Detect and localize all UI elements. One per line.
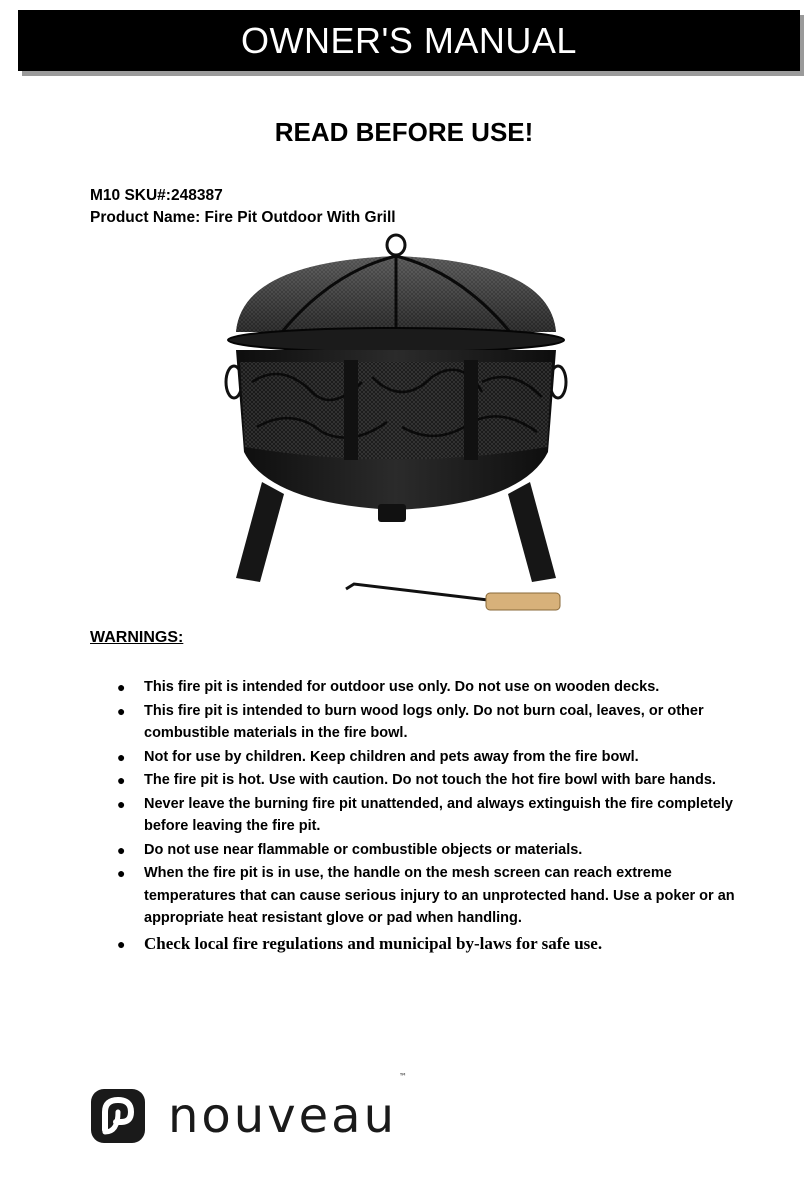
warnings-list <box>0 676 740 958</box>
lid-handle-ring <box>387 235 405 255</box>
leg-right <box>508 482 556 582</box>
warning-item: ● Do not use near flammable or combustible objects or materials. <box>0 839 740 862</box>
poker-rod <box>346 584 488 600</box>
bullet-icon: ● <box>117 865 126 881</box>
brand-logo <box>88 1072 410 1146</box>
warning-item: ● The fire pit is hot. Use with caution. Do not touch the hot fire bowl with bare hands. <box>0 769 740 792</box>
nouveau-logo-icon <box>88 1086 148 1146</box>
bullet-icon: ● <box>117 748 126 765</box>
bowl-rim <box>228 328 564 352</box>
bullet-icon: ● <box>117 935 126 952</box>
bullet-icon: ● <box>117 795 126 812</box>
fire-pit-image <box>222 232 570 620</box>
banner-bar <box>18 10 800 71</box>
poker-handle <box>486 593 560 610</box>
bullet-icon: ● <box>117 702 126 719</box>
read-before-use-heading: READ BEFORE USE! <box>274 117 534 147</box>
title-banner <box>18 10 804 76</box>
warning-item: ● Check local fire regulations and municipal by-laws for safe use. <box>0 931 740 957</box>
leg-left <box>236 482 284 582</box>
product-meta <box>90 185 396 229</box>
bullet-icon: ● <box>117 772 126 788</box>
manual-title: OWNER'S MANUAL <box>241 19 577 61</box>
warning-item: ● This fire pit is intended for outdoor use only. Do not use on wooden decks. <box>0 676 740 699</box>
product-name-line: Product Name: Fire Pit Outdoor With Grill <box>90 209 396 226</box>
warnings-title: WARNINGS: <box>90 629 184 646</box>
warning-item: ● This fire pit is intended to burn wood logs only. Do not burn coal, leaves, or other combustible materials in the fire bowl. <box>0 700 740 745</box>
warning-item: ● When the fire pit is in use, the handle on the mesh screen can reach extreme temperatures that can cause serious injury to an unprotected hand. Use a poker or an appropriate heat resistant glove or pad when handling. <box>0 862 740 930</box>
sku-line: M10 SKU#:248387 <box>90 187 223 204</box>
warning-item: ● Not for use by children. Keep children and pets away from the fire bowl. <box>0 746 740 769</box>
warning-item: ● Never leave the burning fire pit unattended, and always extinguish the fire completely before leaving the fire pit. <box>0 793 740 838</box>
brand-wordmark: nouveau™ <box>168 1072 410 1144</box>
bullet-icon: ● <box>117 841 126 858</box>
trademark-mark: ™ <box>398 1072 410 1081</box>
bullet-icon: ● <box>117 679 126 695</box>
